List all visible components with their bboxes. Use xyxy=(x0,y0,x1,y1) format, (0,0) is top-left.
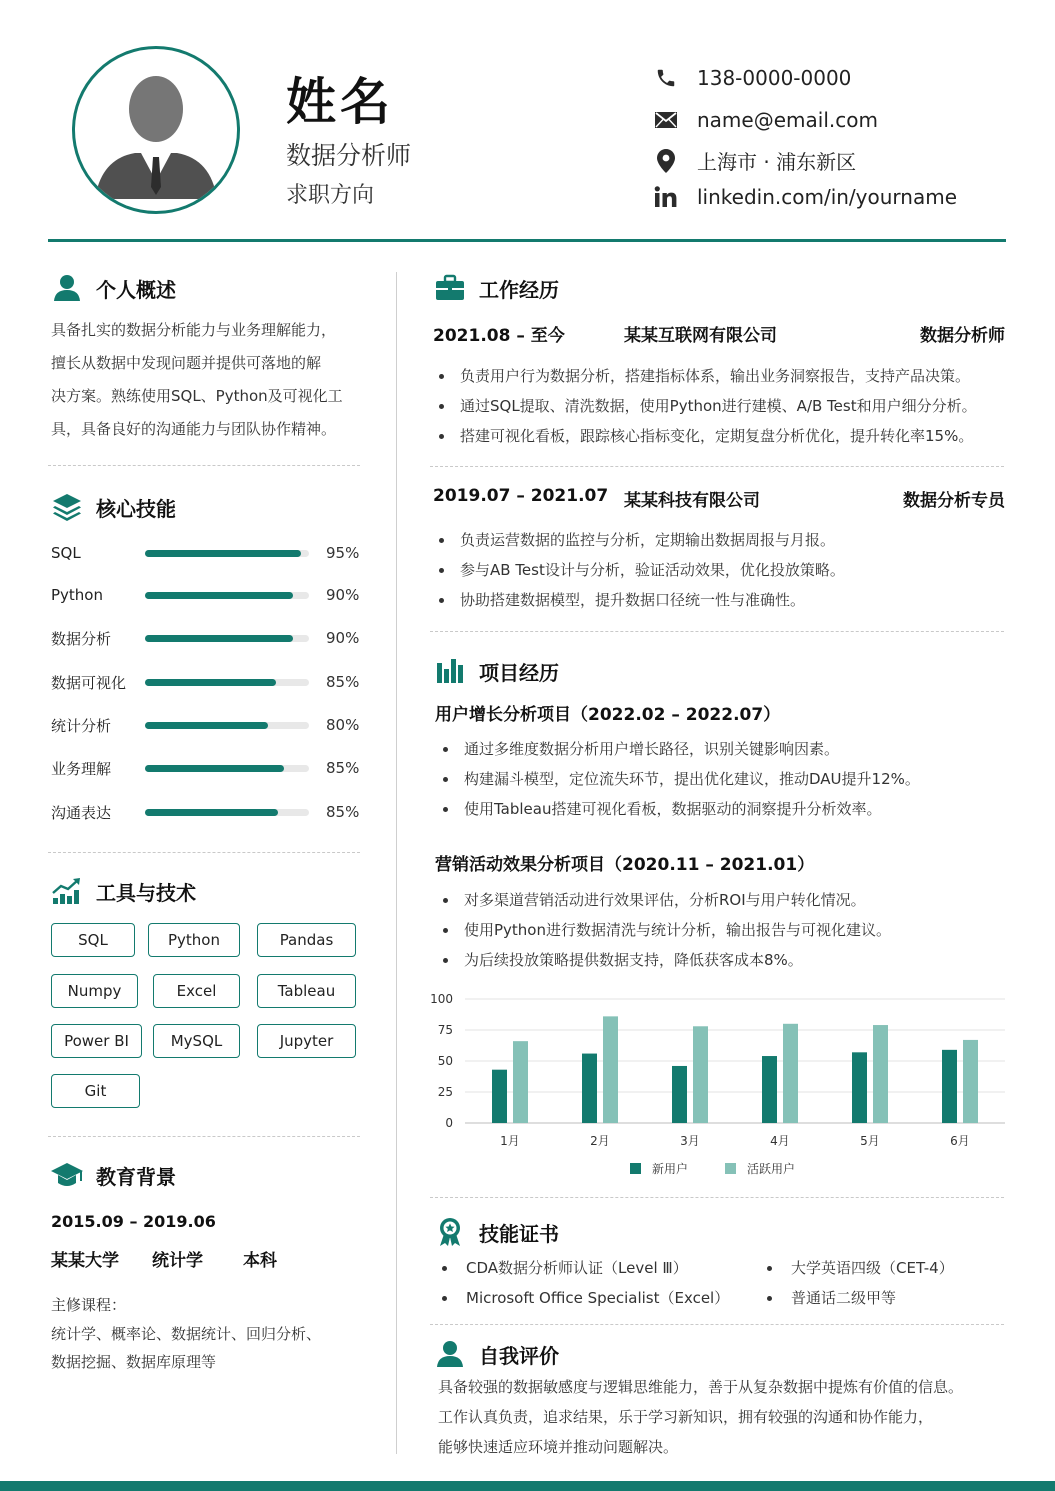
legend-swatch xyxy=(630,1163,641,1174)
skill-name: 统计分析 xyxy=(51,716,112,735)
section-divider xyxy=(430,1324,1004,1325)
y-tick-label: 100 xyxy=(430,992,453,1006)
skill-bar-track xyxy=(145,635,309,642)
job-header xyxy=(433,321,1005,347)
column-divider xyxy=(396,272,397,1454)
self-eval-line: 能够快速适应环境并推动问题解决。 xyxy=(438,1438,679,1456)
skill-name: 沟通表达 xyxy=(51,803,112,822)
bar-new-users xyxy=(762,1056,777,1123)
y-tick-label: 75 xyxy=(437,1023,453,1037)
list-item: 通过SQL提取、清洗数据，使用Python进行建模、A/B Test和用户细分分析。 xyxy=(434,391,977,421)
project-title: 营销活动效果分析项目（2020.11 – 2021.01） xyxy=(435,855,815,875)
person-icon xyxy=(50,272,84,304)
skill-bar-fill xyxy=(145,679,276,686)
candidate-name: 姓名 xyxy=(286,73,394,131)
list-item: 使用Tableau搭建可视化看板，数据驱动的洞察提升分析效率。 xyxy=(438,794,920,824)
courses-text xyxy=(51,1320,361,1376)
award-badge-icon xyxy=(433,1216,467,1248)
y-tick-label: 50 xyxy=(437,1054,453,1068)
education-degree: 本科 xyxy=(243,1251,277,1271)
user-growth-bar-chart xyxy=(425,988,1015,1188)
x-tick-label: 2月 xyxy=(590,1134,610,1148)
list-item: 负责运营数据的监控与分析，定期输出数据周报与月报。 xyxy=(434,525,845,555)
email-text: name@email.com xyxy=(697,108,878,132)
skills-title-text: 核心技能 xyxy=(96,496,176,521)
section-divider xyxy=(48,465,360,466)
cert-item: 普通话二级甲等 xyxy=(791,1289,897,1307)
bar-new-users xyxy=(582,1054,597,1123)
skill-bar-track xyxy=(145,679,309,686)
section-divider xyxy=(48,852,360,853)
bar-chart-icon xyxy=(433,655,467,687)
y-tick-label: 0 xyxy=(445,1116,453,1130)
skill-row xyxy=(51,541,361,565)
job-bullets xyxy=(434,525,845,615)
skill-bar-track xyxy=(145,765,309,772)
skill-bar-fill xyxy=(145,765,284,772)
bar-new-users xyxy=(852,1052,867,1123)
project-bullets xyxy=(438,885,891,975)
section-divider xyxy=(430,466,1004,467)
education-section-title xyxy=(50,1159,176,1191)
bar-new-users xyxy=(492,1070,507,1123)
project-title: 用户增长分析项目（2022.02 – 2022.07） xyxy=(435,705,781,725)
x-tick-label: 3月 xyxy=(680,1134,700,1148)
skill-percent: 80% xyxy=(326,716,360,734)
skill-bar-track xyxy=(145,592,309,599)
contact-location xyxy=(652,146,856,175)
graduation-cap-icon xyxy=(50,1159,84,1191)
cert-item: CDA数据分析师认证（Level Ⅲ） xyxy=(466,1259,688,1277)
phone-text: 138-0000-0000 xyxy=(697,66,852,90)
summary-title-text: 个人概述 xyxy=(96,277,176,302)
skill-name: SQL xyxy=(51,544,81,562)
contact-linkedin xyxy=(652,185,957,209)
skill-bar-track xyxy=(145,722,309,729)
x-tick-label: 6月 xyxy=(950,1134,970,1148)
skill-row xyxy=(51,670,361,694)
education-title-text: 教育背景 xyxy=(96,1164,176,1189)
skills-section-title xyxy=(50,491,176,523)
projects-title-text: 项目经历 xyxy=(479,660,559,685)
projects-section-title xyxy=(433,655,559,687)
bar-active-users xyxy=(693,1026,708,1123)
phone-icon xyxy=(652,66,680,90)
location-text: 上海市 · 浦东新区 xyxy=(697,150,857,174)
skill-percent: 90% xyxy=(326,629,360,647)
skill-name: 业务理解 xyxy=(51,759,112,778)
summary-line: 决方案。熟练使用SQL、Python及可视化工 xyxy=(51,387,343,405)
job-company: 某某互联网有限公司 xyxy=(624,326,777,346)
tool-tag: Excel xyxy=(153,974,240,1008)
job-intent: 求职方向 xyxy=(286,183,375,208)
certs-section-title xyxy=(433,1216,559,1248)
skill-percent: 85% xyxy=(326,673,360,691)
skill-percent: 90% xyxy=(326,586,360,604)
courses-line: 数据挖掘、数据库原理等 xyxy=(51,1353,217,1371)
skill-name: 数据分析 xyxy=(51,629,112,648)
job-date: 2019.07 – 2021.07 xyxy=(433,486,609,506)
job-header xyxy=(433,486,1005,512)
bar-active-users xyxy=(513,1041,528,1123)
skill-row xyxy=(51,626,361,650)
section-divider xyxy=(48,1136,360,1137)
footer-accent-bar xyxy=(0,1481,1055,1491)
legend-label: 活跃用户 xyxy=(747,1162,796,1176)
certs-title-text: 技能证书 xyxy=(479,1221,559,1246)
x-tick-label: 1月 xyxy=(500,1134,520,1148)
bar-new-users xyxy=(672,1066,687,1123)
list-item: 搭建可视化看板，跟踪核心指标变化，定期复盘分析优化，提升转化率15%。 xyxy=(434,421,977,451)
bar-active-users xyxy=(873,1025,888,1123)
job-company: 某某科技有限公司 xyxy=(624,491,760,511)
linkedin-text: linkedin.com/in/yourname xyxy=(697,185,958,209)
contact-phone xyxy=(652,66,851,90)
self-eval-line: 工作认真负责，追求结果，乐于学习新知识，拥有较强的沟通和协作能力， xyxy=(438,1408,934,1426)
y-tick-label: 25 xyxy=(437,1085,453,1099)
legend-label: 新用户 xyxy=(652,1162,689,1176)
project-bullets xyxy=(438,734,920,824)
cert-item: 大学英语四级（CET-4） xyxy=(791,1259,954,1277)
skill-bar-track xyxy=(145,809,309,816)
mail-icon xyxy=(652,108,680,132)
self-eval-section-title xyxy=(433,1338,559,1370)
cert-item: Microsoft Office Specialist（Excel） xyxy=(466,1289,730,1307)
summary-line: 具备扎实的数据分析能力与业务理解能力， xyxy=(51,321,337,339)
summary-section-title xyxy=(50,272,176,304)
skill-name: 数据可视化 xyxy=(51,673,127,692)
list-item: 构建漏斗模型，定位流失环节，提出优化建议，推动DAU提升12%。 xyxy=(438,764,920,794)
list-item: 参与AB Test设计与分析，验证活动效果，优化投放策略。 xyxy=(434,555,845,585)
list-item: 为后续投放策略提供数据支持，降低获客成本8%。 xyxy=(438,945,891,975)
skill-row xyxy=(51,756,361,780)
education-date: 2015.09 – 2019.06 xyxy=(51,1212,216,1231)
candidate-role: 数据分析师 xyxy=(286,141,412,170)
tools-section-title xyxy=(50,875,196,907)
work-section-title xyxy=(433,272,559,304)
skill-bar-fill xyxy=(145,722,268,729)
job-position: 数据分析专员 xyxy=(903,491,1005,511)
layers-icon xyxy=(50,491,84,523)
education-major: 统计学 xyxy=(152,1251,203,1271)
summary-line: 具，具备良好的沟通能力与团队协作精神。 xyxy=(51,420,337,438)
tool-tag: Python xyxy=(148,923,240,957)
skill-row xyxy=(51,800,361,824)
job-bullets xyxy=(434,361,977,451)
list-item: 使用Python进行数据清洗与统计分析，输出报告与可视化建议。 xyxy=(438,915,891,945)
tool-tag: Pandas xyxy=(257,923,356,957)
summary-line: 擅长从数据中发现问题并提供可落地的解 xyxy=(51,354,322,372)
courses-line: 统计学、概率论、数据统计、回归分析、 xyxy=(51,1325,322,1343)
legend-swatch xyxy=(725,1163,736,1174)
list-item: 负责用户行为数据分析，搭建指标体系，输出业务洞察报告，支持产品决策。 xyxy=(434,361,977,391)
header-divider xyxy=(48,239,1006,242)
job-date: 2021.08 – 至今 xyxy=(433,326,565,346)
skill-name: Python xyxy=(51,586,103,604)
skill-bar-fill xyxy=(145,550,301,557)
section-divider xyxy=(430,1197,1004,1198)
self-eval-text xyxy=(438,1372,1018,1462)
bar-new-users xyxy=(942,1050,957,1123)
x-tick-label: 5月 xyxy=(860,1134,880,1148)
skill-percent: 95% xyxy=(326,544,360,562)
location-pin-icon xyxy=(652,149,680,173)
tool-tag: Power BI xyxy=(51,1024,142,1058)
skill-percent: 85% xyxy=(326,803,360,821)
work-title-text: 工作经历 xyxy=(479,277,559,302)
tool-tag: SQL xyxy=(51,923,135,957)
skill-row xyxy=(51,583,361,607)
tool-tag: Numpy xyxy=(51,974,138,1008)
section-divider xyxy=(430,631,1004,632)
tool-tag: Jupyter xyxy=(257,1024,356,1058)
linkedin-icon xyxy=(652,185,680,209)
self-eval-line: 具备较强的数据敏感度与逻辑思维能力，善于从复杂数据中提炼有价值的信息。 xyxy=(438,1378,964,1396)
courses-label: 主修课程： xyxy=(51,1296,127,1314)
list-item: 协助搭建数据模型，提升数据口径统一性与准确性。 xyxy=(434,585,845,615)
self-eval-title-text: 自我评价 xyxy=(479,1343,559,1368)
bar-active-users xyxy=(783,1024,798,1123)
skill-percent: 85% xyxy=(326,759,360,777)
tools-title-text: 工具与技术 xyxy=(96,880,196,905)
growth-chart-icon xyxy=(50,875,84,907)
person-icon xyxy=(433,1338,467,1370)
tool-tag: Tableau xyxy=(257,974,356,1008)
bar-active-users xyxy=(603,1016,618,1123)
skill-bar-fill xyxy=(145,635,293,642)
x-tick-label: 4月 xyxy=(770,1134,790,1148)
skill-bar-fill xyxy=(145,809,278,816)
tool-tag: Git xyxy=(51,1074,140,1108)
briefcase-icon xyxy=(433,272,467,304)
tool-tag: MySQL xyxy=(153,1024,240,1058)
avatar-silhouette-icon xyxy=(75,49,237,211)
bar-active-users xyxy=(963,1040,978,1123)
skill-bar-track xyxy=(145,550,309,557)
list-item: 对多渠道营销活动进行效果评估，分析ROI与用户转化情况。 xyxy=(438,885,891,915)
skill-row xyxy=(51,713,361,737)
contact-email xyxy=(652,108,878,132)
avatar xyxy=(72,46,240,214)
list-item: 通过多维度数据分析用户增长路径，识别关键影响因素。 xyxy=(438,734,920,764)
skill-bar-fill xyxy=(145,592,293,599)
education-school: 某某大学 xyxy=(51,1251,119,1271)
job-position: 数据分析师 xyxy=(920,326,1005,346)
summary-text xyxy=(51,314,371,446)
